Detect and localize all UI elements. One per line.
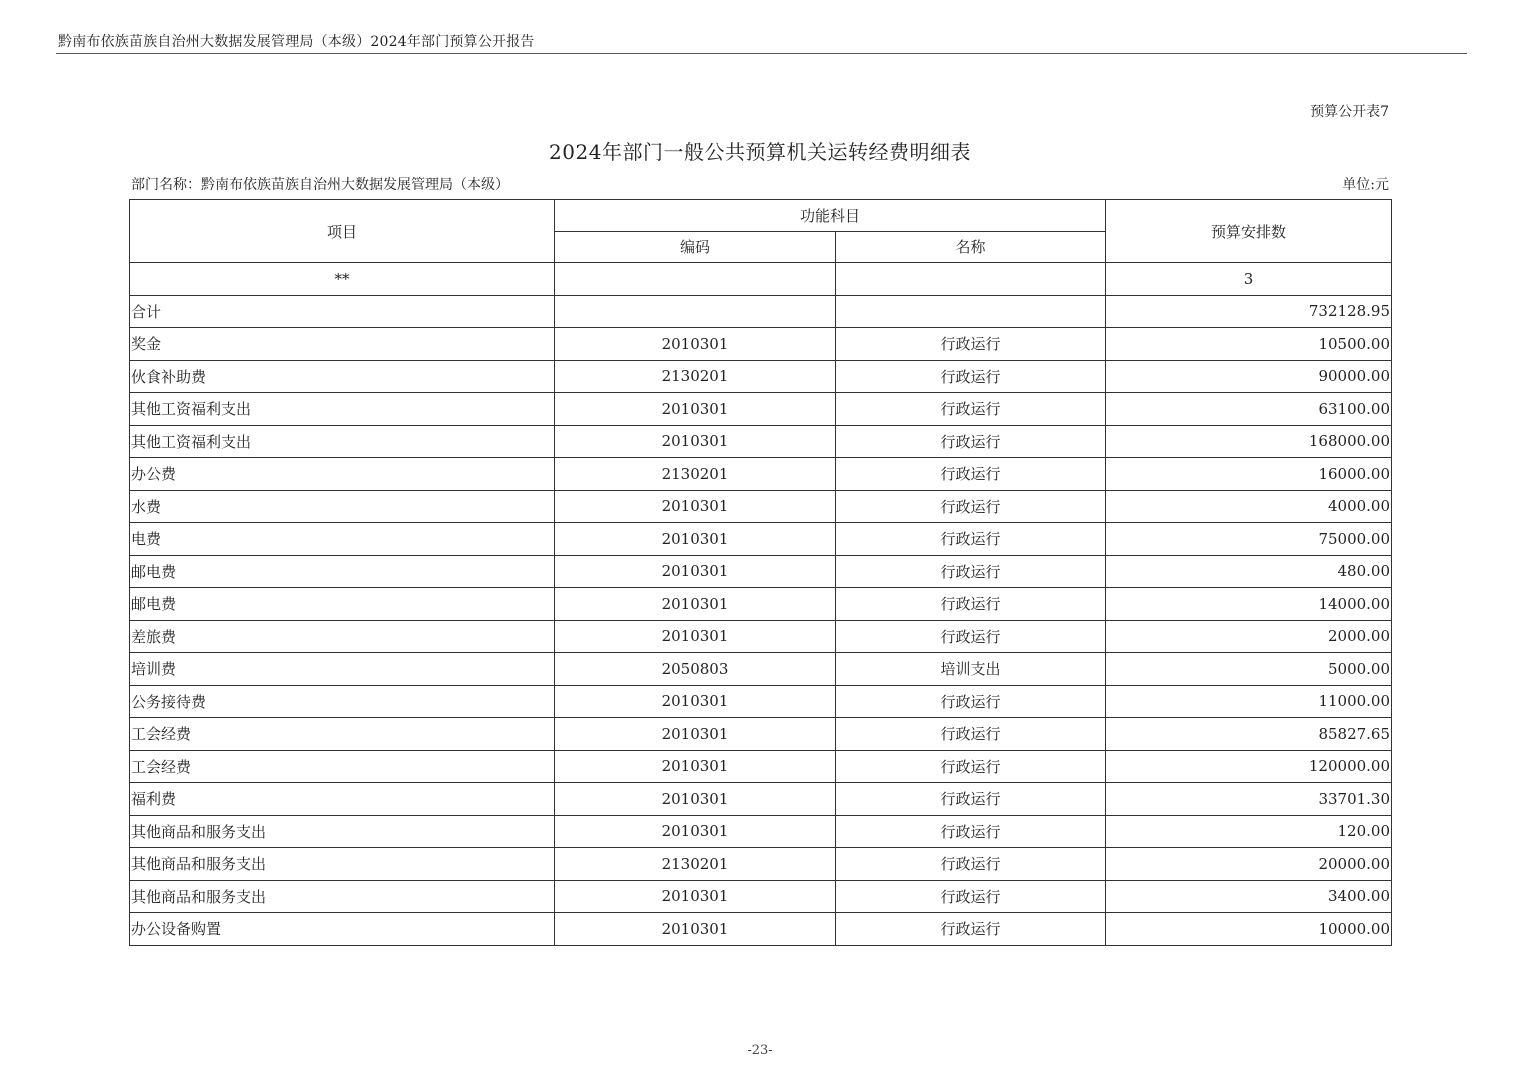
cell-item: 伙食补助费 — [130, 360, 555, 393]
table-row — [130, 458, 1392, 491]
cell-code: 2010301 — [555, 588, 836, 621]
cell-code: 2010301 — [555, 555, 836, 588]
header-rule — [56, 53, 1467, 54]
cell-name: 培训支出 — [836, 653, 1106, 686]
page-number: -23- — [747, 1043, 773, 1058]
total-code — [555, 295, 836, 328]
header-name: 名称 — [836, 231, 1106, 263]
cell-name: 行政运行 — [836, 458, 1106, 491]
cell-item: 培训费 — [130, 653, 555, 686]
table-row — [130, 328, 1392, 361]
cell-name: 行政运行 — [836, 880, 1106, 913]
cell-amount: 16000.00 — [1106, 458, 1392, 491]
cell-name: 行政运行 — [836, 685, 1106, 718]
cell-name: 行政运行 — [836, 815, 1106, 848]
index-amount: 3 — [1106, 263, 1392, 296]
table-row — [130, 653, 1392, 686]
cell-item: 工会经费 — [130, 750, 555, 783]
cell-code: 2010301 — [555, 523, 836, 556]
cell-name: 行政运行 — [836, 523, 1106, 556]
cell-item: 其他商品和服务支出 — [130, 848, 555, 881]
header-item: 项目 — [130, 200, 555, 263]
table-row — [130, 718, 1392, 751]
cell-amount: 2000.00 — [1106, 620, 1392, 653]
cell-item: 福利费 — [130, 783, 555, 816]
table-row — [130, 685, 1392, 718]
cell-name: 行政运行 — [836, 490, 1106, 523]
cell-name: 行政运行 — [836, 620, 1106, 653]
cell-name: 行政运行 — [836, 848, 1106, 881]
cell-item: 电费 — [130, 523, 555, 556]
index-item: ** — [130, 263, 555, 296]
cell-name: 行政运行 — [836, 588, 1106, 621]
table-row — [130, 393, 1392, 426]
cell-code: 2010301 — [555, 685, 836, 718]
table-row — [130, 783, 1392, 816]
cell-amount: 11000.00 — [1106, 685, 1392, 718]
cell-amount: 120000.00 — [1106, 750, 1392, 783]
header-code: 编码 — [555, 231, 836, 263]
cell-item: 其他工资福利支出 — [130, 425, 555, 458]
table-row — [130, 848, 1392, 881]
cell-item: 公务接待费 — [130, 685, 555, 718]
cell-name: 行政运行 — [836, 328, 1106, 361]
table-row — [130, 425, 1392, 458]
cell-amount: 120.00 — [1106, 815, 1392, 848]
cell-amount: 33701.30 — [1106, 783, 1392, 816]
total-row — [130, 295, 1392, 328]
cell-name: 行政运行 — [836, 783, 1106, 816]
cell-amount: 10000.00 — [1106, 913, 1392, 946]
cell-code: 2010301 — [555, 750, 836, 783]
cell-code: 2130201 — [555, 458, 836, 491]
cell-code: 2010301 — [555, 620, 836, 653]
table-row — [130, 815, 1392, 848]
index-row — [130, 263, 1392, 296]
header-functional: 功能科目 — [555, 200, 1106, 232]
cell-item: 差旅费 — [130, 620, 555, 653]
document-title: 2024年部门一般公共预算机关运转经费明细表 — [549, 140, 971, 164]
cell-code: 2010301 — [555, 328, 836, 361]
department-name: 部门名称：黔南布依族苗族自治州大数据发展管理局（本级） — [131, 177, 509, 193]
table-row — [130, 620, 1392, 653]
index-name — [836, 263, 1106, 296]
cell-item: 其他商品和服务支出 — [130, 815, 555, 848]
table-row — [130, 588, 1392, 621]
cell-code: 2130201 — [555, 360, 836, 393]
cell-amount: 4000.00 — [1106, 490, 1392, 523]
total-amount: 732128.95 — [1106, 295, 1392, 328]
cell-name: 行政运行 — [836, 393, 1106, 426]
table-row — [130, 880, 1392, 913]
cell-code: 2010301 — [555, 490, 836, 523]
cell-item: 其他工资福利支出 — [130, 393, 555, 426]
cell-name: 行政运行 — [836, 555, 1106, 588]
header-amount: 预算安排数 — [1106, 200, 1392, 263]
cell-item: 邮电费 — [130, 555, 555, 588]
cell-name: 行政运行 — [836, 750, 1106, 783]
table-row — [130, 360, 1392, 393]
cell-code: 2010301 — [555, 815, 836, 848]
total-item: 合计 — [130, 295, 555, 328]
cell-amount: 10500.00 — [1106, 328, 1392, 361]
table-row — [130, 750, 1392, 783]
cell-amount: 75000.00 — [1106, 523, 1392, 556]
cell-name: 行政运行 — [836, 425, 1106, 458]
running-header: 黔南布依族苗族自治州大数据发展管理局（本级）2024年部门预算公开报告 — [58, 34, 535, 50]
budget-table — [129, 199, 1392, 946]
table-row — [130, 523, 1392, 556]
cell-amount: 5000.00 — [1106, 653, 1392, 686]
cell-item: 办公设备购置 — [130, 913, 555, 946]
cell-amount: 168000.00 — [1106, 425, 1392, 458]
cell-name: 行政运行 — [836, 718, 1106, 751]
cell-name: 行政运行 — [836, 360, 1106, 393]
index-code — [555, 263, 836, 296]
cell-code: 2010301 — [555, 425, 836, 458]
table-body — [130, 263, 1392, 946]
table-number: 预算公开表7 — [1310, 104, 1389, 120]
cell-amount: 63100.00 — [1106, 393, 1392, 426]
cell-item: 其他商品和服务支出 — [130, 880, 555, 913]
cell-item: 工会经费 — [130, 718, 555, 751]
cell-code: 2010301 — [555, 880, 836, 913]
cell-amount: 480.00 — [1106, 555, 1392, 588]
cell-item: 邮电费 — [130, 588, 555, 621]
unit-label: 单位:元 — [1342, 177, 1389, 193]
cell-code: 2050803 — [555, 653, 836, 686]
cell-name: 行政运行 — [836, 913, 1106, 946]
cell-code: 2010301 — [555, 718, 836, 751]
table-row — [130, 555, 1392, 588]
cell-amount: 3400.00 — [1106, 880, 1392, 913]
cell-amount: 85827.65 — [1106, 718, 1392, 751]
table-row — [130, 490, 1392, 523]
total-name — [836, 295, 1106, 328]
table-row — [130, 913, 1392, 946]
cell-item: 办公费 — [130, 458, 555, 491]
cell-amount: 14000.00 — [1106, 588, 1392, 621]
cell-code: 2130201 — [555, 848, 836, 881]
cell-code: 2010301 — [555, 783, 836, 816]
cell-code: 2010301 — [555, 393, 836, 426]
cell-item: 水费 — [130, 490, 555, 523]
cell-code: 2010301 — [555, 913, 836, 946]
cell-amount: 90000.00 — [1106, 360, 1392, 393]
cell-item: 奖金 — [130, 328, 555, 361]
cell-amount: 20000.00 — [1106, 848, 1392, 881]
